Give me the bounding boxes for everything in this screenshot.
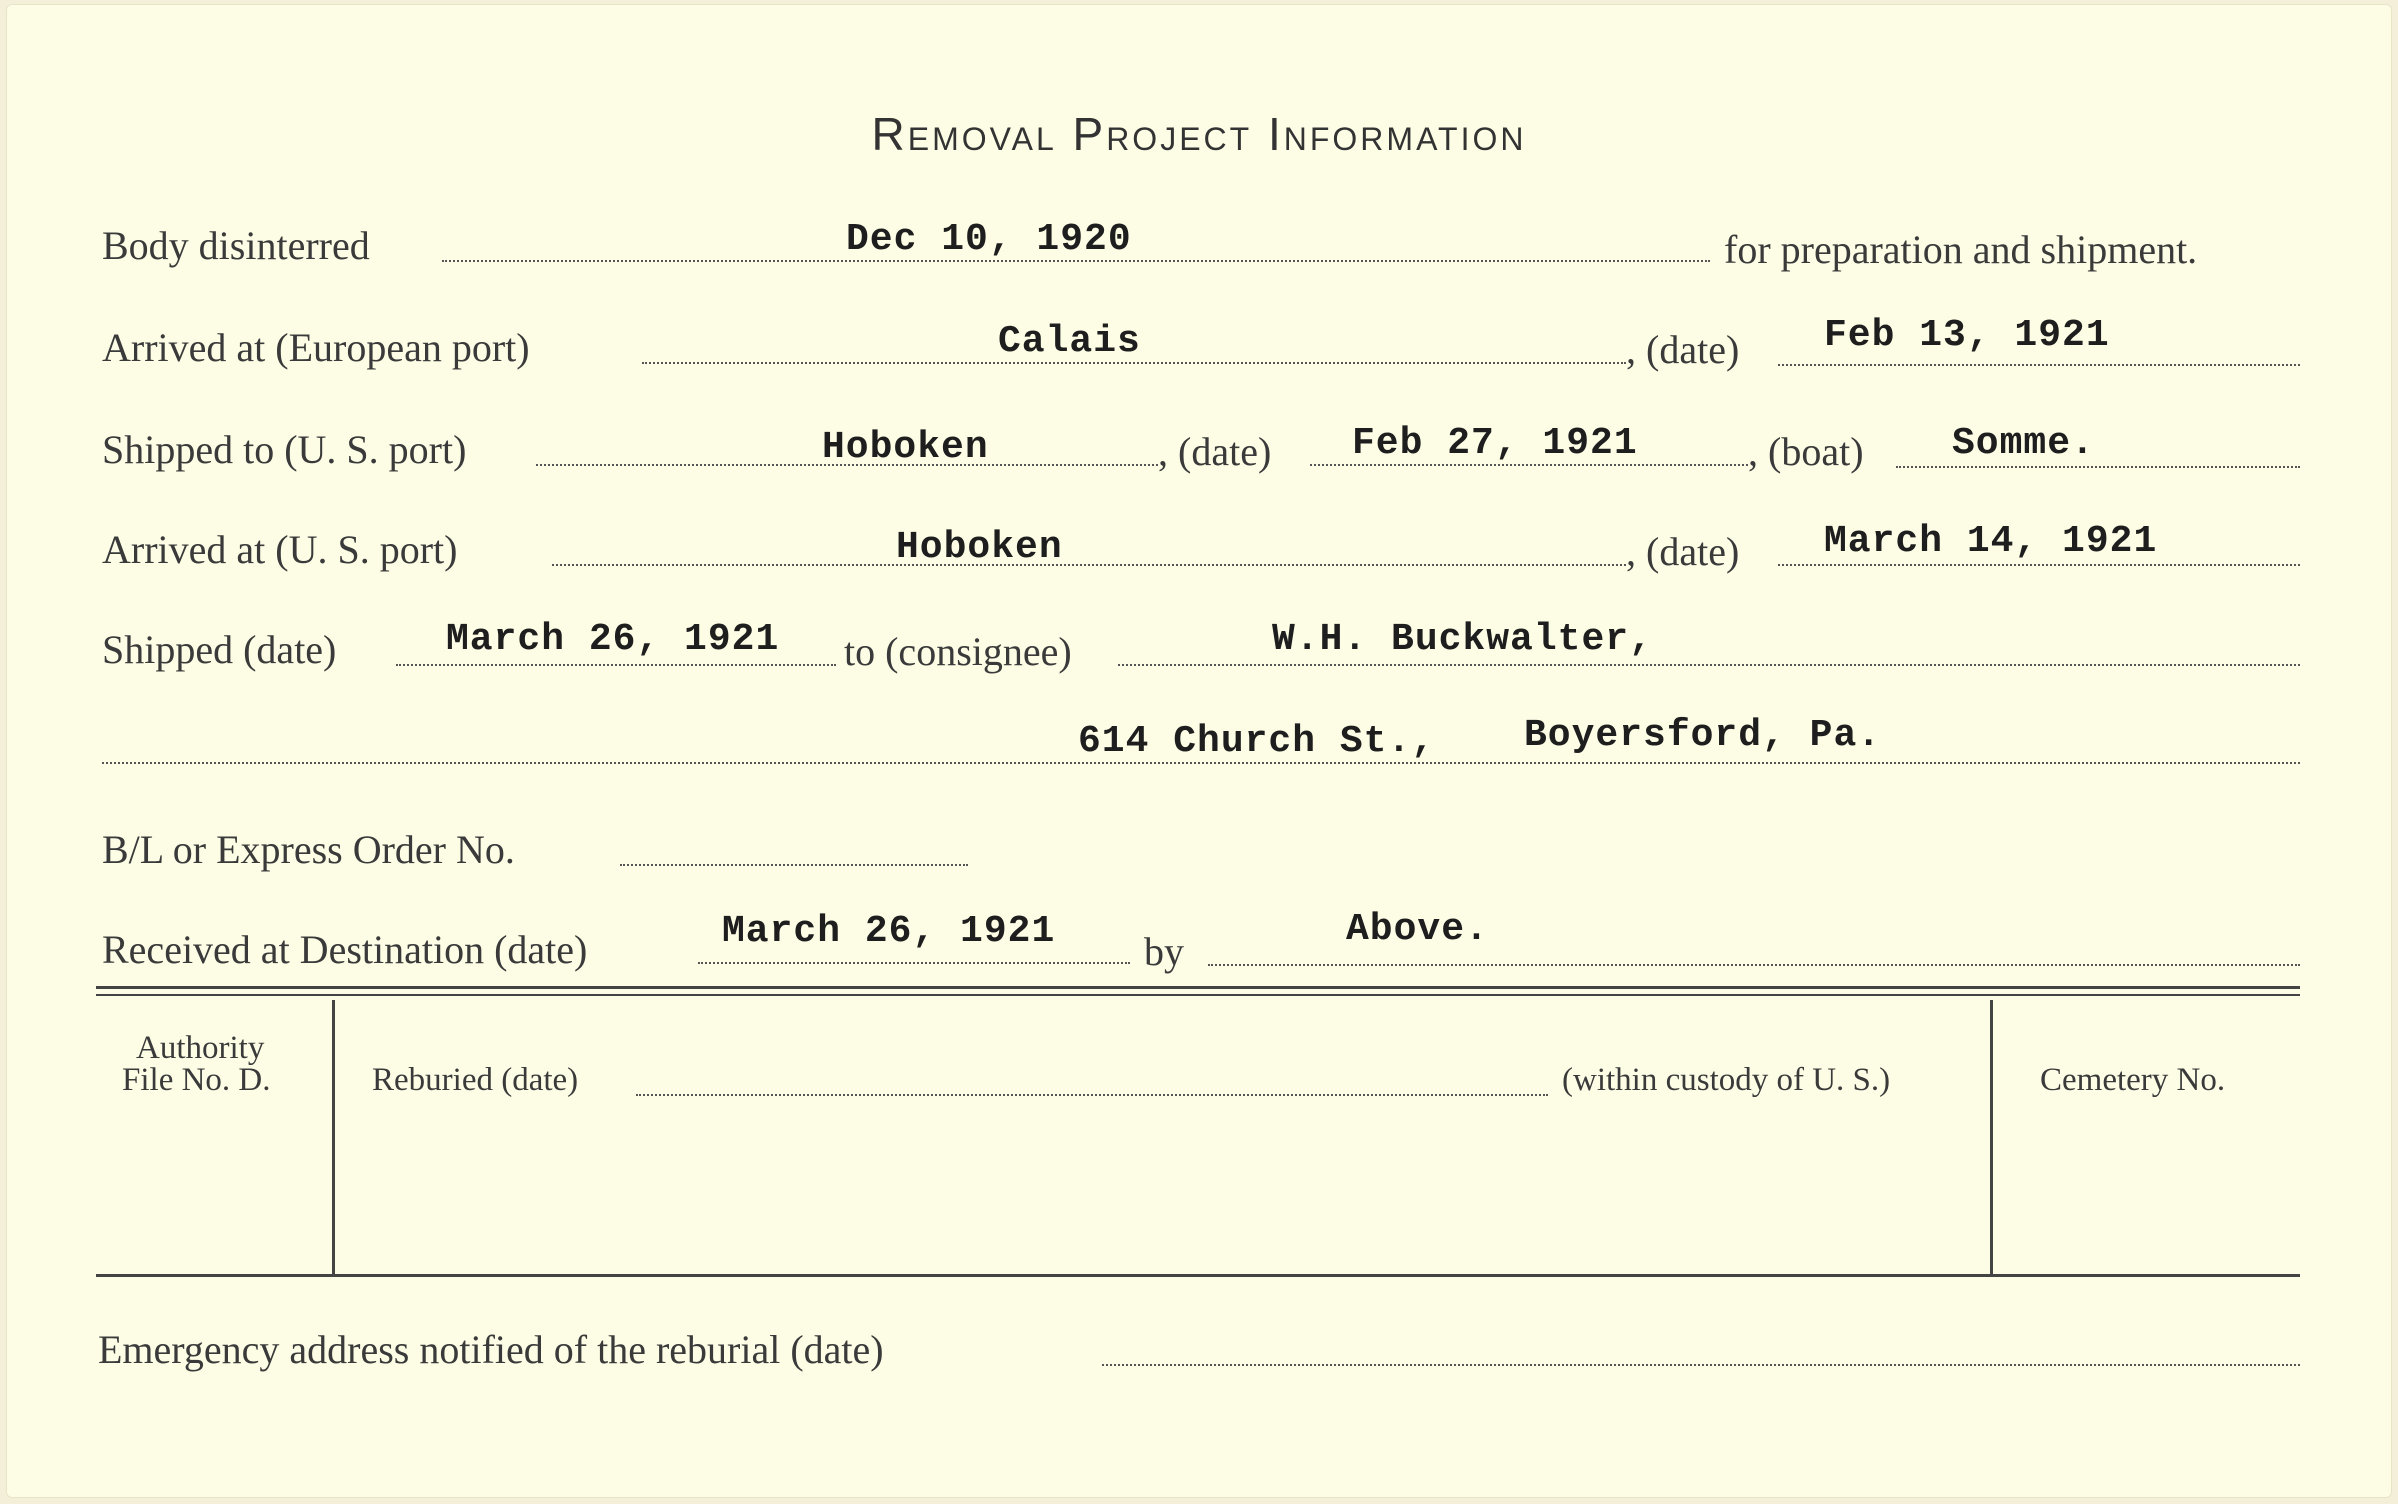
form-title: Removal Project Information <box>871 108 1527 160</box>
shipped-date-label: , (date) <box>1158 429 1272 474</box>
shipped-date-value-2: March 26, 1921 <box>446 618 780 661</box>
us-port-shipped-value: Hoboken <box>822 426 989 469</box>
bl-express-order-line <box>620 864 968 866</box>
consignee-line <box>1118 664 2300 666</box>
body-disinterred-value: Dec 10, 1920 <box>846 218 1132 261</box>
european-port-label: Arrived at (European port) <box>102 325 530 370</box>
emergency-address-label: Emergency address notified of the reburial (date) <box>98 1327 884 1372</box>
box-bottom-rule <box>96 1274 2300 1277</box>
received-date-value: March 26, 1921 <box>722 910 1056 953</box>
european-port-date-line <box>1778 364 2300 366</box>
us-port-shipped-label: Shipped to (U. S. port) <box>102 427 467 472</box>
record-card <box>6 4 2392 1498</box>
double-rule-top <box>96 986 2300 989</box>
file-no-label: File No. D. <box>122 1062 271 1098</box>
us-port-arrived-value: Hoboken <box>896 526 1063 569</box>
received-by-line <box>1208 964 2300 966</box>
box-divider-right <box>1990 1000 1993 1274</box>
address-street-value: 614 Church St., <box>1078 720 1436 763</box>
arrived-date-line <box>1778 564 2300 566</box>
box-divider-left <box>332 1000 335 1274</box>
bl-express-order-label: B/L or Express Order No. <box>102 827 515 872</box>
european-port-date-value: Feb 13, 1921 <box>1824 314 2110 357</box>
boat-line <box>1896 466 2300 468</box>
emergency-address-line <box>1102 1364 2300 1366</box>
address-city-value: Boyersford, Pa. <box>1524 714 1882 757</box>
consignee-label: to (consignee) <box>844 629 1072 674</box>
authority-label: Authority <box>136 1030 265 1066</box>
shipped-date-value: Feb 27, 1921 <box>1352 422 1638 465</box>
preparation-shipment-label: for preparation and shipment. <box>1724 227 2198 272</box>
received-date-line <box>698 962 1130 964</box>
us-port-arrived-line <box>552 564 1626 566</box>
european-port-date-label: , (date) <box>1626 327 1740 372</box>
arrived-date-value: March 14, 1921 <box>1824 520 2158 563</box>
received-by-label: by <box>1144 929 1184 974</box>
us-port-arrived-label: Arrived at (U. S. port) <box>102 527 458 572</box>
reburied-label: Reburied (date) <box>372 1062 579 1098</box>
arrived-date-label: , (date) <box>1626 529 1740 574</box>
custody-label: (within custody of U. S.) <box>1562 1062 1891 1098</box>
received-by-value: Above. <box>1346 908 1489 951</box>
cemetery-no-label: Cemetery No. <box>2040 1062 2226 1098</box>
body-disinterred-label: Body disinterred <box>102 223 370 268</box>
received-destination-label: Received at Destination (date) <box>102 927 588 972</box>
shipped-label: Shipped (date) <box>102 627 337 672</box>
double-rule-bottom <box>96 994 2300 996</box>
boat-value: Somme. <box>1952 422 2095 465</box>
shipped-date-line-2 <box>396 664 836 666</box>
european-port-value: Calais <box>998 320 1141 363</box>
boat-label: , (boat) <box>1748 429 1864 474</box>
consignee-value: W.H. Buckwalter, <box>1272 618 1653 661</box>
reburied-line <box>636 1094 1548 1096</box>
